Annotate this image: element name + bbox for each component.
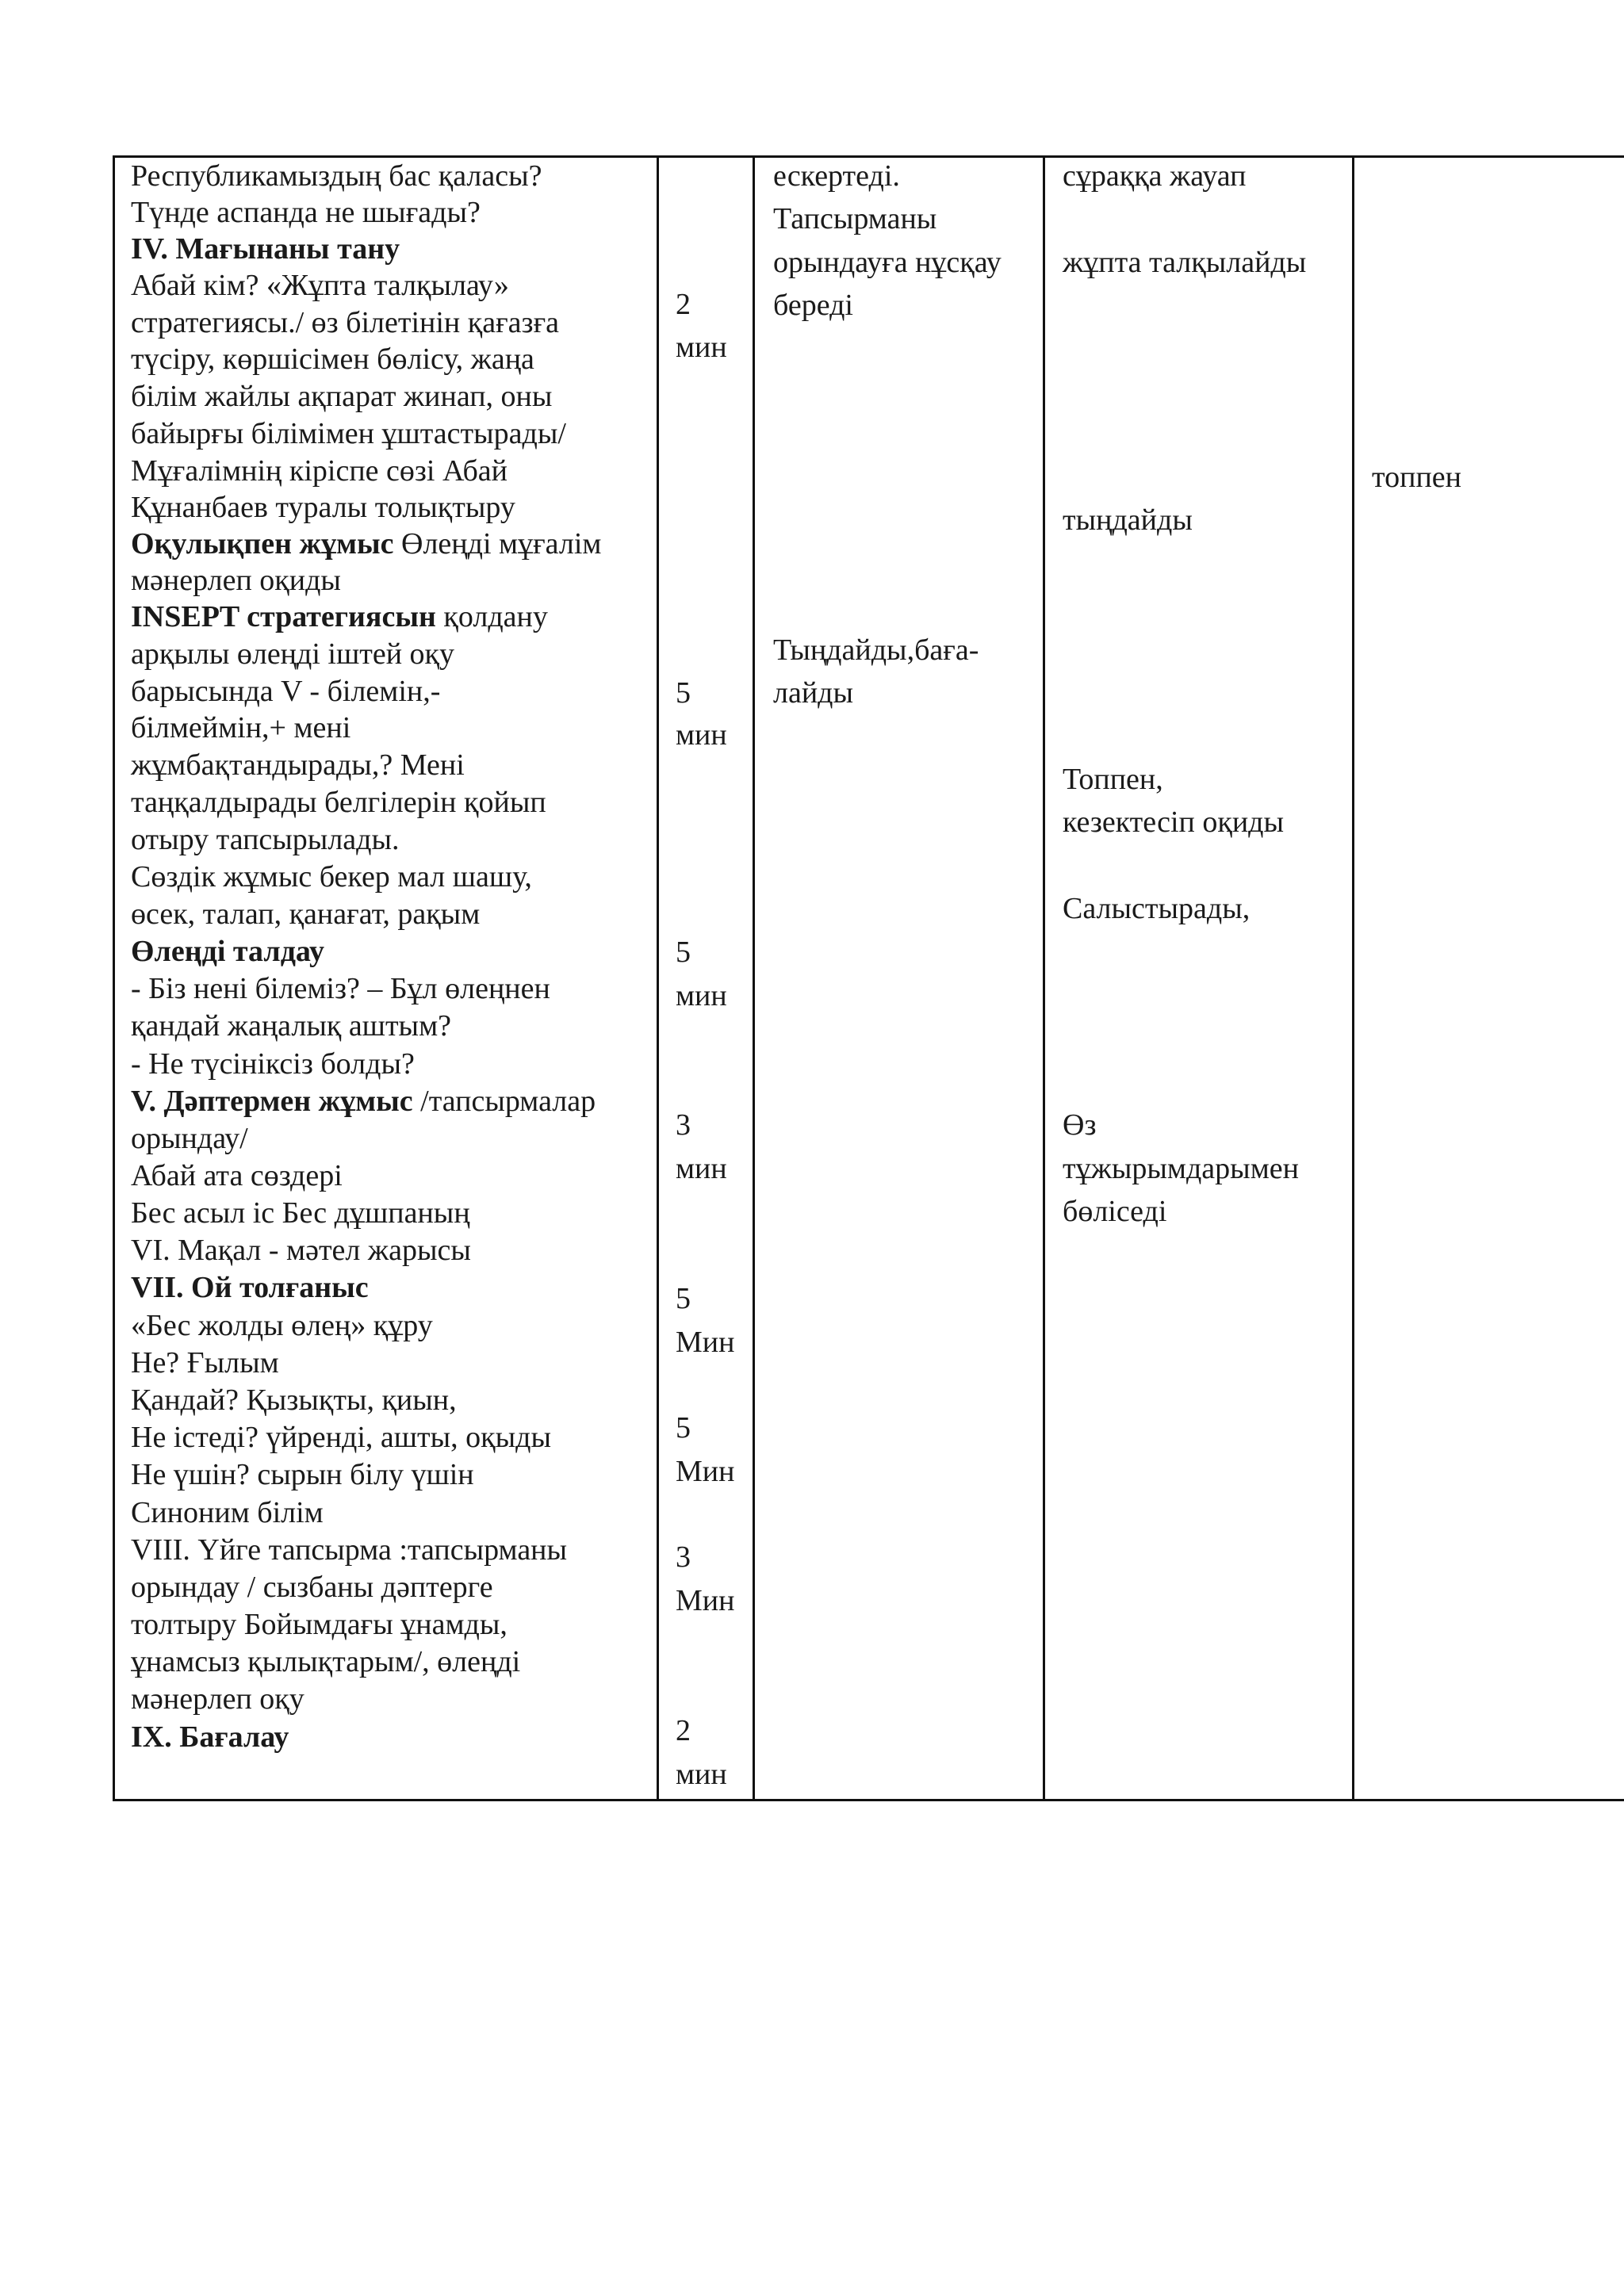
- assessment-line: топпен: [1372, 461, 1461, 494]
- activity-line: таңқалдырады белгілерін қойып: [131, 786, 546, 819]
- activity-line: Республикамыздың бас қаласы?: [131, 159, 542, 193]
- activity-line: қандай жаңалық аштым?: [131, 1009, 451, 1043]
- activity-line: барысында V - білемін,-: [131, 675, 441, 708]
- time-column: [659, 158, 755, 1799]
- time-unit: мин: [676, 1152, 727, 1185]
- activity-text: Өлеңді мұғалім: [393, 527, 602, 561]
- teacher-line: орындауға нұсқау: [773, 246, 1002, 279]
- activity-line: білмеймін,+ мені: [131, 711, 351, 744]
- activity-line: Абай кім? «Жұпта талқылау»: [131, 269, 509, 302]
- student-line: Өз: [1063, 1108, 1097, 1142]
- bold-label: V. Дәптермен жұмыс: [131, 1085, 413, 1118]
- activity-line: Не? Ғылым: [131, 1346, 279, 1380]
- student-line: тұжырымдарымен: [1063, 1152, 1299, 1185]
- activity-line: Абай ата сөздері: [131, 1159, 343, 1192]
- time-unit: мин: [676, 718, 727, 752]
- time-unit: мин: [676, 331, 727, 364]
- time-value: 5: [676, 1411, 691, 1445]
- time-value: 5: [676, 1282, 691, 1315]
- time-unit: Мин: [676, 1455, 735, 1488]
- time-value: 5: [676, 676, 691, 710]
- activity-line: мәнерлеп оқу: [131, 1682, 304, 1716]
- teacher-actions-column: [755, 158, 1045, 1799]
- student-line: бөліседі: [1063, 1195, 1167, 1228]
- activity-line: - Біз нені білеміз? – Бұл өлеңнен: [131, 972, 550, 1005]
- time-value: 3: [676, 1108, 691, 1142]
- student-line: Салыстырады,: [1063, 892, 1251, 925]
- activity-line: арқылы өлеңді іштей оқу: [131, 637, 454, 671]
- time-unit: мин: [676, 1758, 727, 1791]
- teacher-line: береді: [773, 289, 853, 322]
- activities-column: [115, 158, 659, 1799]
- activity-line: отыру тапсырылады.: [131, 823, 400, 856]
- activity-text: /тапсырмалар: [412, 1085, 596, 1118]
- activity-line: VI. Мақал - мәтел жарысы: [131, 1234, 471, 1267]
- activity-line: білім жайлы ақпарат жинап, оны: [131, 380, 553, 413]
- time-value: 5: [676, 936, 691, 969]
- activity-line: «Бес жолды өлең» құру: [131, 1309, 433, 1342]
- section-heading: IX. Бағалау: [131, 1720, 289, 1754]
- section-heading: Өлеңді талдау: [131, 935, 324, 968]
- section-heading: IV. Мағынаны тану: [131, 232, 400, 266]
- student-line: Топпен,: [1063, 763, 1163, 796]
- activity-line: орындау/: [131, 1122, 248, 1155]
- time-unit: Мин: [676, 1584, 735, 1617]
- activity-line: толтыру Бойымдағы ұнамды,: [131, 1608, 508, 1641]
- student-line: жұпта талқылайды: [1063, 246, 1307, 279]
- activity-line: стратегиясы./ өз білетінін қағазға: [131, 306, 560, 339]
- activity-line: [131, 526, 601, 562]
- bold-label: INSEPT стратегиясын: [131, 600, 436, 633]
- activity-line: жұмбақтандырады,? Мені: [131, 748, 465, 782]
- activity-line: VIII. Үйге тапсырма :тапсырманы: [131, 1533, 568, 1567]
- teacher-line: ескертеді.: [773, 159, 900, 193]
- activity-line: Қандай? Қызықты, қиын,: [131, 1383, 457, 1417]
- activity-line: байырғы білімімен ұштастырады/: [131, 417, 566, 450]
- section-heading: VII. Ой толғаныс: [131, 1271, 369, 1304]
- activity-line: түсіру, көршісімен бөлісу, жаңа: [131, 342, 534, 376]
- activity-line: Не үшін? сырын білу үшін: [131, 1458, 474, 1491]
- activity-line: Синоним білім: [131, 1496, 324, 1529]
- activity-line: Сөздік жұмыс бекер мал шашу,: [131, 860, 532, 894]
- student-line: сұраққа жауап: [1063, 159, 1247, 193]
- teacher-line: лайды: [773, 676, 854, 710]
- lesson-plan-table: [113, 155, 1624, 1801]
- activity-line: Құнанбаев туралы толықтыру: [131, 491, 515, 524]
- activity-line: өсек, талап, қанағат, рақым: [131, 897, 481, 931]
- student-line: тыңдайды: [1063, 503, 1193, 537]
- bold-label: Оқулықпен жұмыс: [131, 527, 394, 561]
- activity-line: мәнерлеп оқиды: [131, 564, 341, 597]
- activity-line: Түнде аспанда не шығады?: [131, 196, 481, 229]
- activity-line: ұнамсыз қылықтарым/, өлеңді: [131, 1645, 521, 1678]
- activity-line: [131, 1083, 596, 1119]
- time-value: 3: [676, 1540, 691, 1574]
- student-line: кезектесіп оқиды: [1063, 806, 1285, 839]
- activity-line: Мұғалімнің кіріспе сөзі Абай: [131, 454, 508, 488]
- time-value: 2: [676, 1714, 691, 1747]
- student-actions-column: [1045, 158, 1354, 1799]
- activity-text: қолдану: [435, 600, 548, 633]
- activity-line: Не істеді? үйренді, ашты, оқыды: [131, 1421, 552, 1454]
- teacher-line: Тыңдайды,баға-: [773, 633, 979, 667]
- activity-line: [131, 599, 548, 635]
- activity-line: - Не түсініксіз болды?: [131, 1047, 415, 1081]
- activity-line: Бес асыл іс Бес дұшпаның: [131, 1196, 470, 1230]
- activity-line: орындау / сызбаны дәптерге: [131, 1571, 493, 1604]
- time-unit: мин: [676, 979, 727, 1012]
- teacher-line: Тапсырманы: [773, 202, 937, 235]
- time-value: 2: [676, 288, 691, 321]
- assessment-column: [1354, 158, 1624, 1799]
- time-unit: Мин: [676, 1326, 735, 1359]
